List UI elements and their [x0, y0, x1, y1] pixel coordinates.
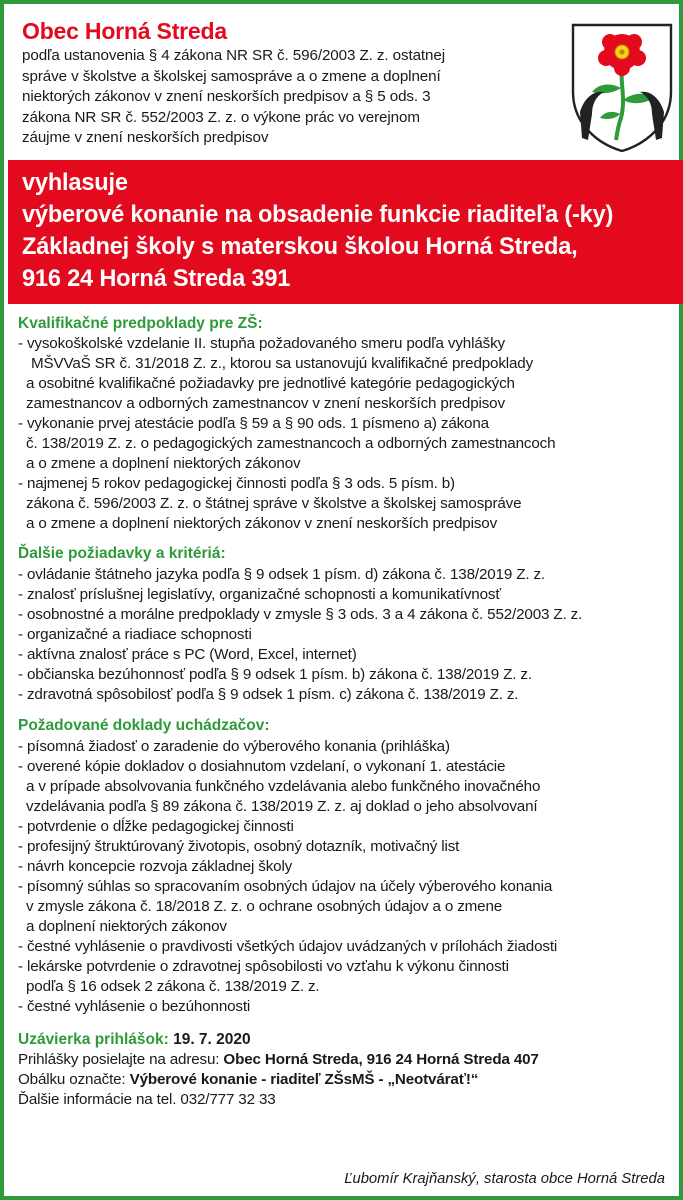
- deadline: [18, 1030, 251, 1050]
- list-item-continuation: a o zmene a doplnení niektorých zákonov: [26, 455, 301, 472]
- list-item-continuation: v zmysle zákona č. 18/2018 Z. z. o ochrane osobných údajov a o zmene: [26, 898, 503, 915]
- list-item: - organizačné a riadiace schopnosti: [18, 626, 252, 643]
- banner-line: Základnej školy s materskou školou Horná Streda,: [22, 234, 578, 260]
- section-title-documents: Požadované doklady uchádzačov:: [18, 717, 270, 734]
- list-item-continuation: vzdelávania podľa § 89 zákona č. 138/2019 Z. z. aj doklad o jeho absolvovaní: [26, 798, 538, 815]
- list-item-continuation: podľa § 16 odsek 2 zákona č. 138/2019 Z. z.: [26, 978, 320, 995]
- signature: Ľubomír Krajňanský, starosta obce Horná Streda: [344, 1171, 665, 1187]
- list-item: - najmenej 5 rokov pedagogickej činnosti podľa § 3 ods. 5 písm. b): [18, 475, 455, 492]
- address-line: [18, 1050, 539, 1070]
- intro-line: zákona NR SR č. 552/2003 Z. z. o výkone prác vo verejnom: [22, 108, 420, 126]
- list-item: - potvrdenie o dĺžke pedagogickej činnosti: [18, 818, 294, 835]
- list-item: - vykonanie prvej atestácie podľa § 59 a § 90 ods. 1 písmeno a) zákona: [18, 415, 489, 432]
- address-value: Obec Horná Streda, 916 24 Horná Streda 407: [223, 1051, 539, 1068]
- banner-line: vyhlasuje: [22, 170, 128, 196]
- list-item-continuation: zamestnancov a odborných zamestnancov v znení neskorších predpisov: [26, 395, 505, 412]
- banner-line: 916 24 Horná Streda 391: [22, 266, 291, 292]
- list-item: - profesijný štruktúrovaný životopis, osobný dotazník, motivačný list: [18, 838, 460, 855]
- announcement-banner: [8, 160, 683, 304]
- section-title-requirements: Ďalšie požiadavky a kritériá:: [18, 545, 226, 562]
- envelope-label: Obálku označte:: [18, 1071, 126, 1088]
- intro-line: správe v školstve a školskej samospráve a o zmene a doplnení: [22, 67, 441, 85]
- address-label: Prihlášky posielajte na adresu:: [18, 1051, 220, 1068]
- list-item: - zdravotná spôsobilosť podľa § 9 odsek 1 písm. c) zákona č. 138/2019 Z. z.: [18, 686, 519, 703]
- list-item: - ovládanie štátneho jazyka podľa § 9 odsek 1 písm. d) zákona č. 138/2019 Z. z.: [18, 566, 545, 583]
- list-item: - vysokoškolské vzdelanie II. stupňa požadovaného smeru podľa vyhlášky: [18, 335, 505, 352]
- list-item: - overené kópie dokladov o dosiahnutom vzdelaní, o vykonaní 1. atestácie: [18, 758, 506, 775]
- header: [8, 8, 683, 160]
- info-line: Ďalšie informácie na tel. 032/777 32 33: [18, 1091, 276, 1108]
- deadline-label: Uzávierka prihlášok:: [18, 1031, 169, 1048]
- intro-text: [22, 46, 532, 149]
- list-item-continuation: a v prípade absolvovania funkčného vzdelávania alebo funkčného inovačného: [26, 778, 541, 795]
- list-item: - návrh koncepcie rozvoja základnej školy: [18, 858, 293, 875]
- list-item-continuation: MŠVVaŠ SR č. 31/2018 Z. z., ktorou sa ustanovujú kvalifikačné predpoklady: [31, 355, 534, 372]
- list-item-continuation: č. 138/2019 Z. z. o pedagogických zamestnancoch a odborných zamestnancoch: [26, 435, 556, 452]
- list-item: - písomná žiadosť o zaradenie do výberového konania (prihláška): [18, 738, 450, 755]
- list-item-continuation: a doplnení niektorých zákonov: [26, 918, 227, 935]
- list-item: - občianska bezúhonnosť podľa § 9 odsek 1 písm. b) zákona č. 138/2019 Z. z.: [18, 666, 532, 683]
- org-name: Obec Horná Streda: [22, 18, 227, 44]
- envelope-mark: Výberové konanie - riaditeľ ZŠsMŠ - „Neotvárať!“: [129, 1071, 479, 1088]
- intro-line: záujme v znení neskorších predpisov: [22, 129, 269, 146]
- list-item: - osobnostné a morálne predpoklady v zmysle § 3 ods. 3 a 4 zákona č. 552/2003 Z. z.: [18, 606, 583, 623]
- list-item: - znalosť príslušnej legislatívy, organizačné schopnosti a komunikatívnosť: [18, 586, 501, 603]
- banner-line: výberové konanie na obsadenie funkcie riaditeľa (-ky): [22, 202, 614, 228]
- intro-line: niektorých zákonov v znení neskorších predpisov a § 5 ods. 3: [22, 88, 431, 105]
- list-item-continuation: a o zmene a doplnení niektorých zákonov v znení neskorších predpisov: [26, 515, 498, 532]
- list-item-continuation: zákona č. 596/2003 Z. z. o štátnej správe v školstve a školskej samospráve: [26, 495, 522, 512]
- envelope-line: [18, 1070, 478, 1090]
- coat-of-arms-icon: [570, 22, 674, 154]
- deadline-date: 19. 7. 2020: [173, 1031, 251, 1048]
- list-item: - čestné vyhlásenie o bezúhonnosti: [18, 998, 251, 1015]
- list-item: - lekárske potvrdenie o zdravotnej spôsobilosti vo vzťahu k výkonu činnosti: [18, 958, 509, 975]
- list-item: - čestné vyhlásenie o pravdivosti všetkých údajov uvádzaných v prílohách žiadosti: [18, 938, 558, 955]
- intro-line: podľa ustanovenia § 4 zákona NR SR č. 596/2003 Z. z. ostatnej: [22, 47, 445, 64]
- list-item: - písomný súhlas so spracovaním osobných údajov na účely výberového konania: [18, 878, 553, 895]
- section-title-qualifications: Kvalifikačné predpoklady pre ZŠ:: [18, 315, 263, 332]
- list-item: - aktívna znalosť práce s PC (Word, Excel, internet): [18, 646, 357, 663]
- list-item-continuation: a osobitné kvalifikačné požiadavky pre jednotlivé kategórie pedagogických: [26, 375, 515, 392]
